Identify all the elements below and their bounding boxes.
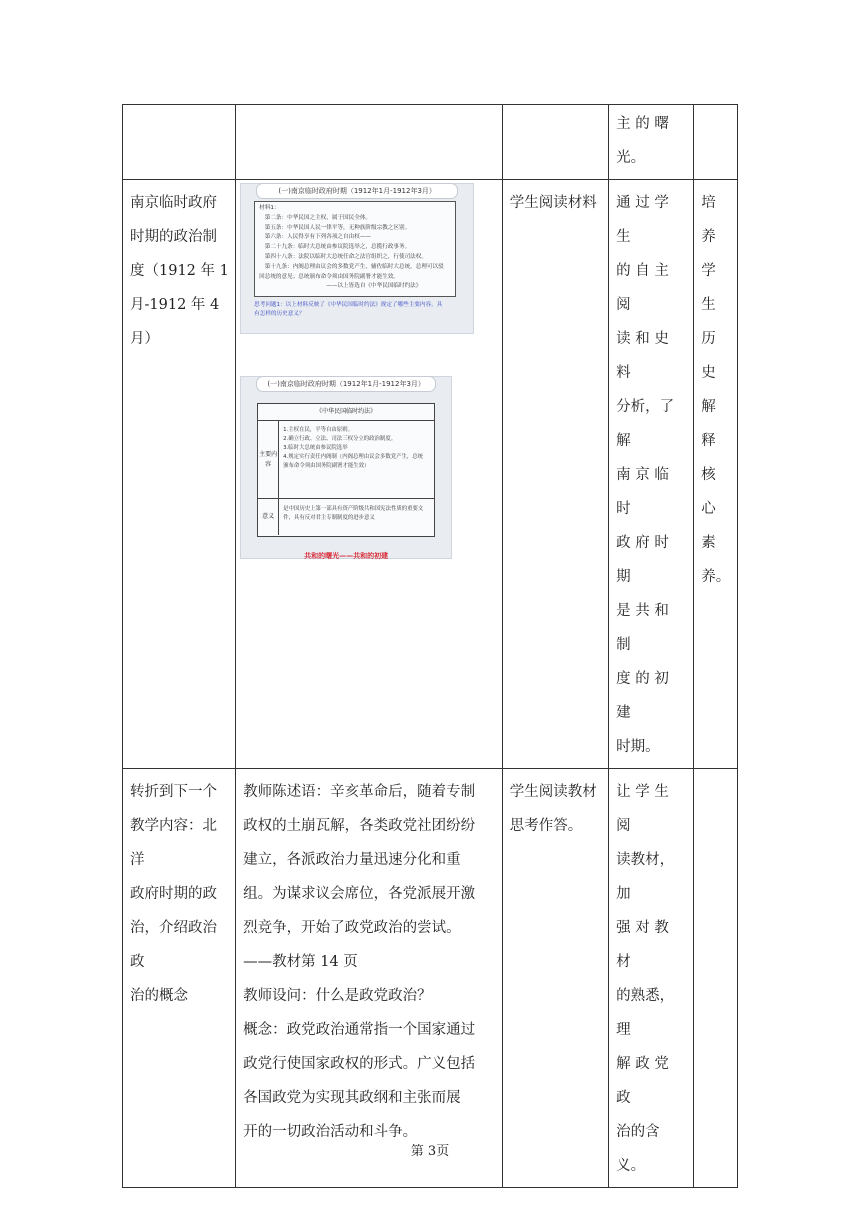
cell-content [236,105,503,180]
slide-title: (一)南京临时政府时期（1912年1月-1912年3月） [256,376,436,392]
slide-title: (一)南京临时政府时期（1912年1月-1912年3月） [256,183,458,199]
cell-content [236,769,503,1188]
text-line: 烈竞争，开始了政党政治的尝试。 [243,920,461,936]
text-line: 读 和 史 料 [616,331,669,381]
cell-topic [123,105,236,180]
text-line: 历 史 [701,331,716,381]
text-line: 转折到下一个 [130,784,217,800]
text-line: 学 生 [701,263,716,313]
cell-topic [123,180,236,769]
cell-student-activity: 学生阅读材料 [502,180,608,769]
table-row [123,769,738,1188]
text-line: 培 养 [701,195,716,245]
text-line: 读教材，加 [616,852,675,902]
slide-material-box [254,201,456,297]
slide-row-content [283,426,430,471]
page-number: 第 3页 [410,1144,450,1159]
slide-row-label: 意义 [258,499,279,535]
slide-line: 1.主权在民，平等自由原则。 [283,427,353,433]
text-line: 让 学 生 阅 [616,784,669,834]
text-line: 教师陈述语：辛亥革命后，随着专制 [243,784,476,800]
slide-line: 3.临时大总统由参议院选举 [283,445,348,451]
text-line: 政权的土崩瓦解，各类政党社团纷纷 [243,818,476,834]
slide-line: 回总统的意见；总统颁布命令须由国务院副署才能生效。 [259,273,399,280]
cell-literacy [694,769,738,1188]
text-line: 教学内容：北洋 [130,818,217,868]
slide-row-label: 主要内容 [258,421,279,498]
text-line: 建立，各派政治力量迅速分化和重 [243,852,461,868]
text-line: 度 的 初 建 [616,671,669,721]
cell-literacy [694,180,738,769]
text-line: 通 过 学 生 [616,195,669,245]
slide-line: 第十九条：内阁总理由议会的多数党产生，辅佐临时大总统，总理可以驳 [259,263,444,270]
slide-line: 2.确立行政、立法、司法三权分立的政治制度。 [283,436,397,442]
text-line: 核 心 [701,467,716,517]
cell-content [236,180,503,769]
text-line: 的熟悉，理 [616,988,675,1038]
slide-line: ——以上皆选自《中华民国临时约法》 [259,283,422,290]
text-line: 月-1912 年 4 [130,297,220,313]
text-line: 时期的政治制 [130,229,217,245]
lesson-plan-table [122,104,738,1188]
text-line: 学生阅读教材 [509,784,597,800]
text-line: 解 政 党 政 [616,1056,669,1106]
text-line: 思考作答。 [509,818,583,834]
slide-line: 件，具有反对君主专制制度的进步意义 [283,515,375,521]
slide-line: 第六条：人民得享有下列各项之自由权—— [259,234,372,241]
text-line: 月） [130,331,159,347]
slide-footer-caption: 共和的曙光——共和的初建 [304,552,389,560]
table-row [123,105,738,180]
cell-student-activity [502,105,608,180]
text-line: 南京临时政府 [130,195,217,211]
text-line: 组。为谋求议会席位，各党派展开激 [243,886,476,902]
slide-question-line: 思考问题1：以上材料反映了《中华民国临时约法》规定了哪些主要内容，具 [254,302,443,308]
slide-line: 第四十八条：法院以临时大总统任命之法官组织之，行使司法权。 [259,253,427,260]
text-line: 素 [701,535,716,551]
text-line: 分析，了解 [616,399,675,449]
text-line: 开的一切政治活动和斗争。 [243,1124,418,1140]
slide-row-content [283,505,430,523]
cell-design-intent [609,180,694,769]
slide-line: 颁布命令须由国务院副署才能生效） [283,463,370,469]
text-line: 各国政党为实现其政纲和主张而展 [243,1090,461,1106]
text-line: 南 京 临 时 [616,467,669,517]
text-line: 的 自 主 阅 [616,263,669,313]
slide-image-constitution-articles [240,183,474,334]
text-line: 教师设问：什么是政党政治？ [243,988,432,1004]
slide-question-line: 有怎样的历史意义？ [254,311,305,317]
slide-line: 第二条：中华民国之主权，属于国民全体。 [259,214,372,221]
text-line: 概念：政党政治通常指一个国家通过 [243,1022,476,1038]
text-line: 时期。 [616,739,660,755]
slide-line: 第五条：中华民国人民一律平等，无种族阶级宗教之区别。 [259,224,411,231]
text-line: 政党行使国家政权的形式。广义包括 [243,1056,476,1072]
table-row [123,180,738,769]
text-line: 政府时期的政 [130,886,217,902]
slide-table-row [258,421,434,499]
text-line: 治的概念 [130,988,188,1004]
slide-question [254,301,460,319]
slide-summary-table [257,403,435,537]
text-line: 度（1912 年 1 [130,263,229,279]
text-line: 治的含义。 [616,1124,660,1174]
text-line: 是 共 和 制 [616,603,669,653]
text-line: 治，介绍政治政 [130,920,217,970]
slide-line: 材料1： [259,205,280,211]
cell-literacy [694,105,738,180]
text-line: 解 释 [701,399,716,449]
text-line: 光。 [616,150,646,166]
text-line: ——教材第 14 页 [243,954,358,970]
cell-student-activity [502,769,608,1188]
text-line: 强 对 教 材 [616,920,669,970]
text-line: 政 府 时 期 [616,535,669,585]
slide-line: 4.规定实行责任内阁制（内阁总理由议会多数党产生，总统 [283,454,424,460]
cell-topic [123,769,236,1188]
slide-table-header: 《中华民国临时约法》 [258,404,434,421]
cell-design-intent [609,769,694,1188]
cell-design-intent [609,105,694,180]
slide-line: 第二十九条：临时大总统由参议院选举之，总揽行政事务。 [259,244,411,251]
slide-line: 是中国历史上第一部具有资产阶级共和国宪法性质的重要文 [283,506,424,512]
slide-table-row [258,499,434,535]
text-line: 养。 [701,569,731,585]
slide-image-constitution-summary [240,376,452,559]
text-line: 主 的 曙 [616,116,669,132]
